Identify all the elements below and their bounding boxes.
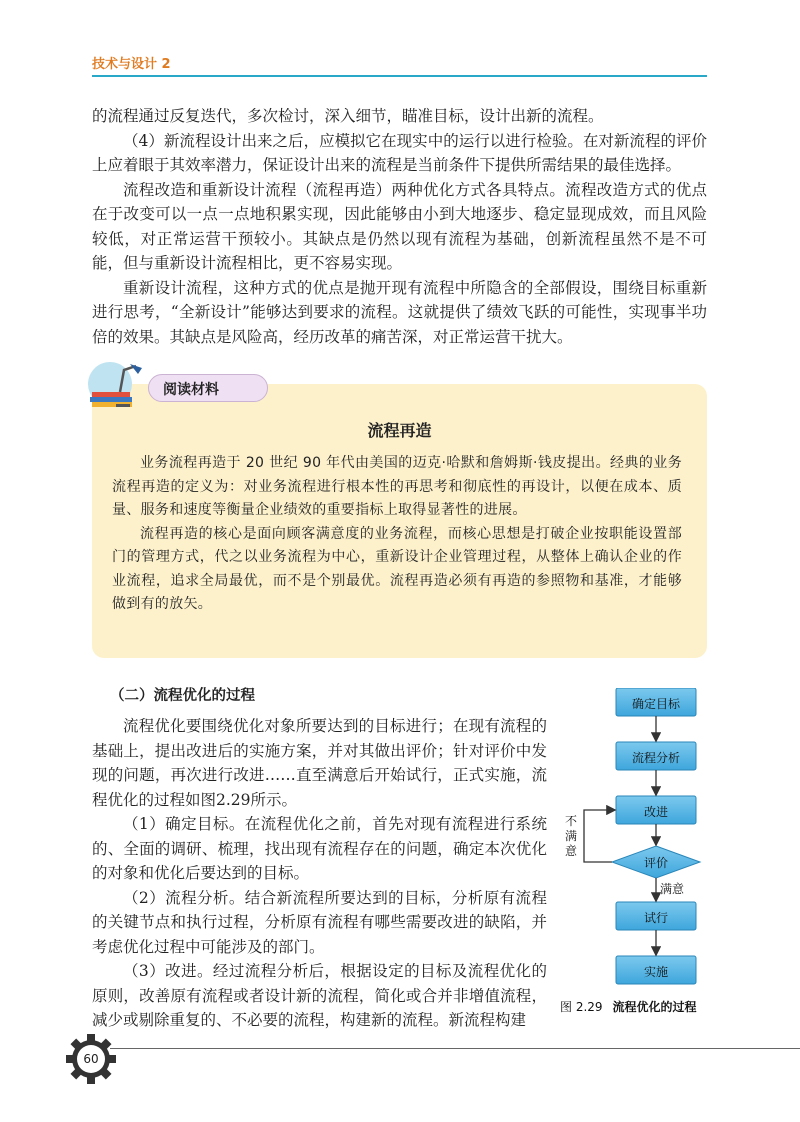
reading-text (112, 452, 682, 617)
header-divider (92, 75, 707, 77)
pass-label: 满意 (660, 882, 685, 896)
figure-title: 流程优化的过程 (612, 1000, 697, 1014)
figure-caption (560, 998, 697, 1015)
paragraph: 重新设计流程，这种方式的优点是抛开现有流程中所隐含的全部假设，围绕目标重新进行思考，“全新设计”能够达到要求的流程。这就提供了绩效飞跃的可能性，实现事半功倍的效果。其缺点是风险高，经历改革的痛苦深，对正常运营干扰大。 (92, 278, 707, 346)
flow-label: 实施 (643, 965, 668, 979)
flow-label: 流程分析 (631, 751, 680, 765)
page-number: 60 (83, 1052, 99, 1066)
figure-number: 图 2.29 (560, 1000, 603, 1014)
flow-label: 试行 (643, 911, 668, 925)
section-heading: （二）流程优化的过程 (110, 688, 255, 704)
loop-label: 不满意 (564, 814, 577, 858)
flowchart (556, 688, 716, 994)
paragraph: 流程改造和重新设计流程（流程再造）两种优化方式各具特点。流程改造方式的优点在于改变可以一点一点地积累实现，因此能够由小到大地逐步、稳定显现成效，而且风险较低，对正常运营干预较小。其缺点是仍然以现有流程为基础，创新流程虽然不是不可能，但与重新设计流程相比，更不容易实现。 (92, 180, 707, 272)
flow-label: 确定目标 (631, 697, 680, 711)
body-text-top (92, 104, 707, 349)
paragraph: （1）确定目标。在流程优化之前，首先对现有流程进行系统的、全面的调研、梳理，找出现有流程存在的问题，确定本次优化的对象和优化后要达到的目标。 (92, 815, 547, 882)
reading-paragraph: 流程再造的核心是面向顾客满意度的业务流程，而核心思想是打破企业按职能设置部门的管理方式，代之以业务流程为中心，重新设计企业管理过程，从整体上确认企业的作业流程，追求全局最优，而不是个别最优。流程再造必须有再造的参照物和基准，才能够做到有的放矢。 (112, 525, 682, 612)
paragraph: 流程优化要围绕优化对象所要达到的目标进行；在现有流程的基础上，提出改进后的实施方案，并对其做出评价；针对评价中发现的问题，再次进行改进……直至满意后开始试行，正式实施，流程优化的过程如图2.29所示。 (92, 717, 547, 809)
flow-loop-arrow (584, 810, 614, 862)
section-body (92, 714, 547, 1033)
flowchart-graphics (556, 688, 716, 994)
paragraph: （4）新流程设计出来之后，应模拟它在现实中的运行以进行检验。在对新流程的评价上应着眼于其效率潜力，保证设计出来的流程是当前条件下提供所需结果的最佳选择。 (92, 131, 707, 174)
paragraph: （2）流程分析。结合新流程所要达到的目标，分析原有流程的关键节点和执行过程，分析原有流程有哪些需要改进的缺陷，并考虑优化过程中可能涉及的部门。 (92, 888, 547, 956)
reading-paragraph: 业务流程再造于 20 世纪 90 年代由美国的迈克·哈默和詹姆斯·钱皮提出。经典的业务流程再造的定义为：对业务流程进行根本性的再思考和彻底性的再设计，以便在成本、质量、服务和速度等衡量企业绩效的重要指标上取得显著性的进展。 (112, 455, 682, 518)
reading-title: 流程再造 (367, 421, 432, 440)
paragraph: （3）改进。经过流程分析后，根据设定的目标及流程优化的原则，改善原有流程或者设计新的流程，简化或合并非增值流程，减少或剔除重复的、不必要的流程，构建新的流程。新流程构建 (92, 962, 547, 1029)
footer-divider (110, 1048, 800, 1049)
reading-material-label: 阅读材料 (163, 382, 219, 398)
header-title: 技术与设计 2 (92, 57, 171, 72)
books-lamp-icon (80, 360, 150, 412)
paragraph: 的流程通过反复迭代，多次检讨，深入细节，瞄准目标，设计出新的流程。 (92, 107, 604, 125)
flow-label: 改进 (643, 805, 668, 819)
flow-label: 评价 (643, 856, 668, 870)
